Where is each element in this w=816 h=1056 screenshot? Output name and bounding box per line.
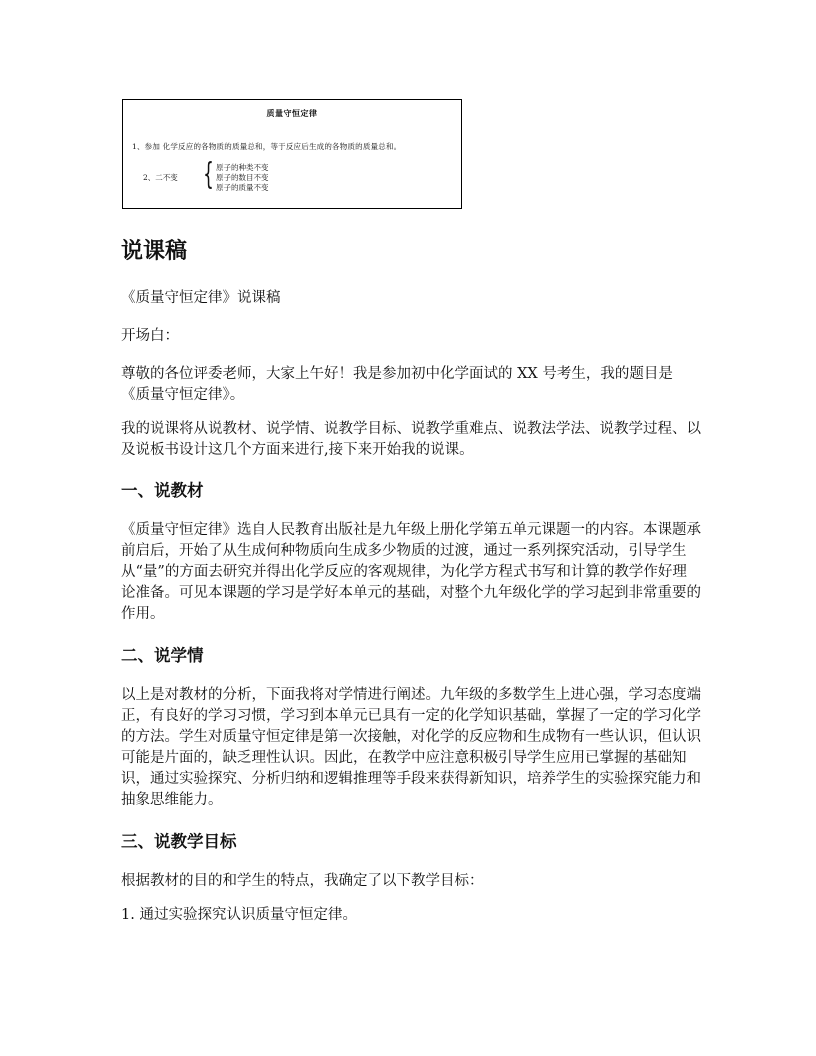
opening-label: 开场白： <box>121 328 179 344</box>
intro-paragraph: 我的说课将从说教材、说学情、说教学目标、说教学重难点、说教法学法、说教学过程、以及说板书设计这几个方面来进行,接下来开始我的说课。 <box>121 421 701 458</box>
opening-paragraph: 尊敬的各位评委老师，大家上午好！我是参加初中化学面试的 XX 号考生，我的题目是《质量守恒定律》。 <box>121 366 673 403</box>
board-point-2-label: 2、二不变 <box>143 173 178 182</box>
section-paragraph: 《质量守恒定律》选自人民教育出版社是九年级上册化学第五单元课题一的内容。本课题承前启后，开始了从生成何种物质向生成多少物质的过渡，通过一系列探究活动，引导学生从“量”的方面去研究并得出化学反应的客观规律，为化学方程式书写和计算的教学作好理论准备。可见本课题的学习是学好本单元的基础，对整个九年级化学的学习起到非常重要的作用。 <box>121 522 701 622</box>
section-paragraph: 根据教材的目的和学生的特点，我确定了以下教学目标： <box>121 873 484 889</box>
section-heading: 二、说学情 <box>121 646 204 665</box>
section-heading: 一、说教材 <box>121 481 204 500</box>
document-body <box>121 236 701 926</box>
section-paragraph: 以上是对教材的分析，下面我将对学情进行阐述。九年级的多数学生上进心强，学习态度端正，有良好的学习习惯，学习到本单元已具有一定的化学知识基础，掌握了一定的学习化学的方法。学生对质量守恒定律是第一次接触，对化学的反应物和生成物有一些认识，但认识可能是片面的，缺乏理性认识。因此，在教学中应注意积极引导学生应用已掌握的基础知识，通过实验探究、分析归纳和逻辑推理等手段来获得新知识，培养学生的实验探究能力和抽象思维能力。 <box>121 687 701 808</box>
board-point-1: 1、参加 化学反应的各物质的质量总和，等于反应后生成的各物质的质量总和。 <box>132 142 402 151</box>
board-item: 原子的种类不变 <box>216 163 269 172</box>
teaching-goal-item: 1. 通过实验探究认识质量守恒定律。 <box>121 907 357 923</box>
section-heading: 三、说教学目标 <box>121 832 237 851</box>
document-subtitle: 《质量守恒定律》说课稿 <box>121 290 281 306</box>
board-items <box>216 163 269 193</box>
board-title: 质量守恒定律 <box>266 108 318 118</box>
board-item: 原子的质量不变 <box>216 183 269 192</box>
blackboard-design-box <box>122 99 462 209</box>
left-brace-icon: { <box>203 157 214 192</box>
page-title: 说课稿 <box>121 238 188 264</box>
board-item: 原子的数目不变 <box>216 173 269 182</box>
